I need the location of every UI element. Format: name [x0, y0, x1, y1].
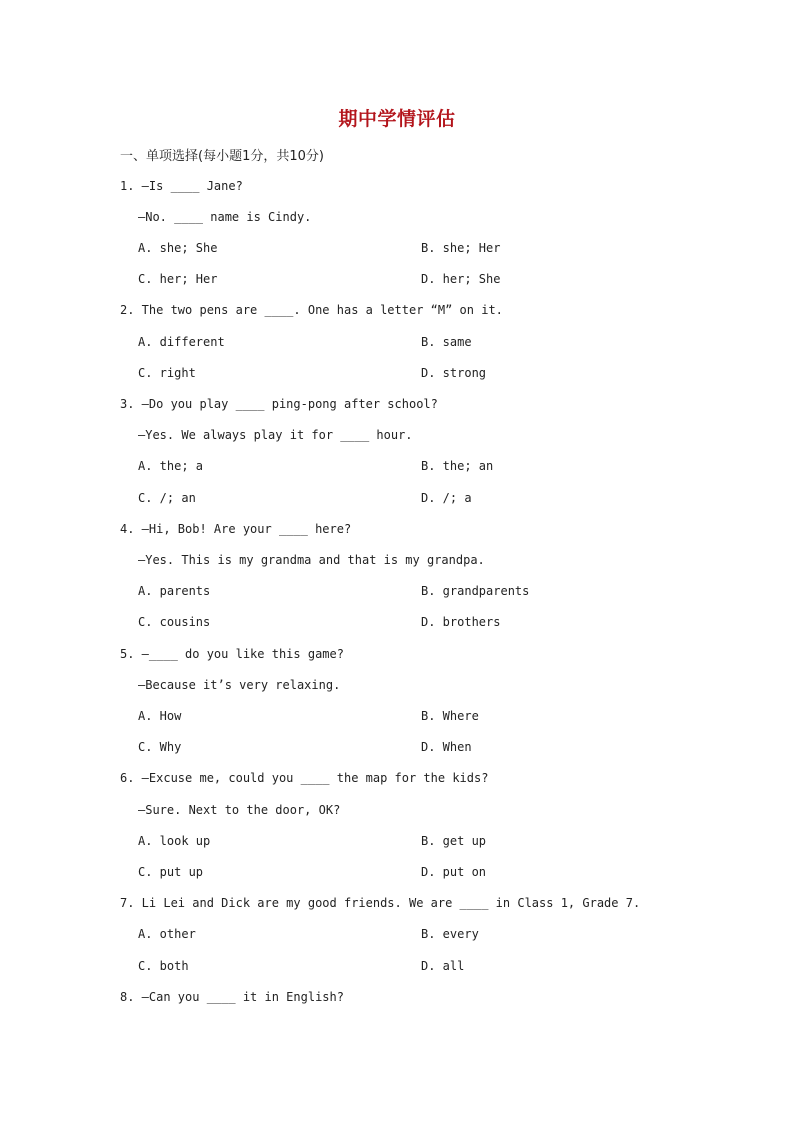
- question-6-reply: —Sure. Next to the door, OK?: [138, 803, 341, 817]
- question-4-option-c: C. cousins: [138, 615, 211, 629]
- question-1-reply: —No. ____ name is Cindy.: [138, 210, 312, 224]
- question-7-option-c: C. both: [138, 959, 189, 973]
- question-4-option-b: B. grandparents: [421, 584, 530, 598]
- question-6-option-c: C. put up: [138, 865, 204, 879]
- question-5-option-a: A. How: [138, 709, 182, 723]
- page-title: 期中学情评估: [338, 108, 456, 130]
- question-1-option-b: B. she; Her: [421, 241, 501, 255]
- question-5-reply: —Because it’s very relaxing.: [138, 678, 341, 692]
- question-2-option-b: B. same: [421, 335, 472, 349]
- question-3-option-b: B. the; an: [421, 459, 494, 473]
- question-4-option-d: D. brothers: [421, 615, 501, 629]
- question-3-option-c: C. /; an: [138, 491, 196, 505]
- question-8-stem: 8. —Can you ____ it in English?: [120, 990, 344, 1004]
- question-2-option-d: D. strong: [421, 366, 487, 380]
- question-3-option-d: D. /; a: [421, 491, 472, 505]
- question-4-reply: —Yes. This is my grandma and that is my grandpa.: [138, 553, 485, 567]
- question-4-option-a: A. parents: [138, 584, 211, 598]
- question-2-option-c: C. right: [138, 366, 196, 380]
- question-1-option-c: C. her; Her: [138, 272, 218, 286]
- question-2-stem: 2. The two pens are ____. One has a letter “M” on it.: [120, 303, 503, 317]
- section-heading: 一、单项选择(每小题1分，共10分): [120, 149, 324, 164]
- question-6-option-a: A. look up: [138, 834, 211, 848]
- question-7-option-d: D. all: [421, 959, 465, 973]
- question-6-stem: 6. —Excuse me, could you ____ the map for the kids?: [120, 771, 489, 785]
- question-5-stem: 5. —____ do you like this game?: [120, 647, 344, 661]
- question-4-stem: 4. —Hi, Bob! Are your ____ here?: [120, 522, 352, 536]
- question-1-stem: 1. —Is ____ Jane?: [120, 179, 243, 193]
- question-3-option-a: A. the; a: [138, 459, 204, 473]
- question-3-reply: —Yes. We always play it for ____ hour.: [138, 428, 413, 442]
- question-5-option-c: C. Why: [138, 740, 182, 754]
- question-1-option-d: D. her; She: [421, 272, 501, 286]
- question-6-option-b: B. get up: [421, 834, 487, 848]
- question-5-option-b: B. Where: [421, 709, 479, 723]
- question-7-stem: 7. Li Lei and Dick are my good friends. We are ____ in Class 1, Grade 7.: [120, 896, 641, 910]
- question-7-option-b: B. every: [421, 927, 479, 941]
- question-6-option-d: D. put on: [421, 865, 487, 879]
- question-7-option-a: A. other: [138, 927, 196, 941]
- question-2-option-a: A. different: [138, 335, 225, 349]
- question-3-stem: 3. —Do you play ____ ping-pong after school?: [120, 397, 438, 411]
- question-5-option-d: D. When: [421, 740, 472, 754]
- question-1-option-a: A. she; She: [138, 241, 218, 255]
